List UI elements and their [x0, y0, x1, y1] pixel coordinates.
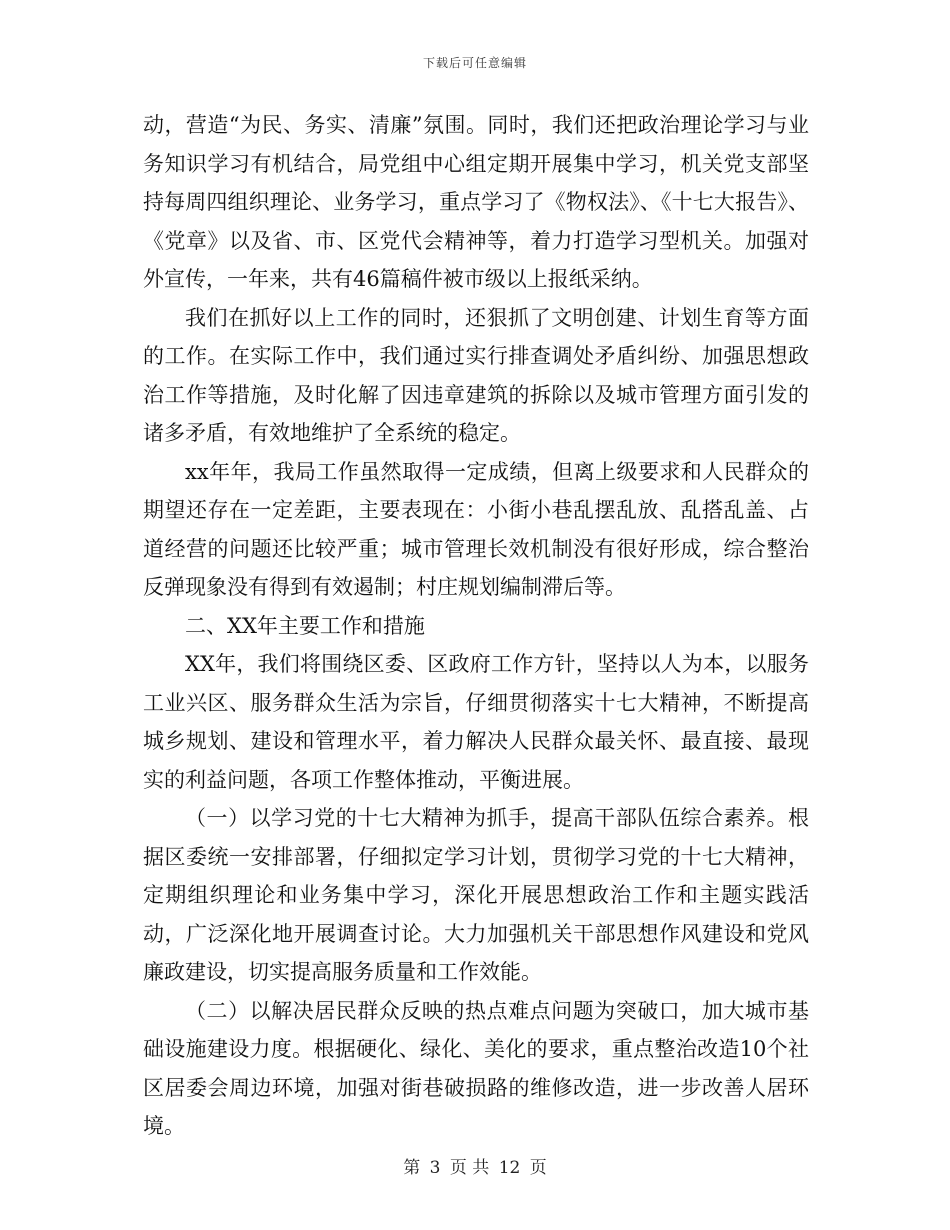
- footer-middle: 页 共: [449, 1158, 490, 1178]
- paragraph-5: （一）以学习党的十七大精神为抓手，提高干部队伍综合素养。根据区委统一安排部署，仔细拟定学习计划，贯彻学习党的十七大精神，定期组织理论和业务集中学习，深化开展思想政治工作和主题实践活动，广泛深化地开展调查讨论。大力加强机关干部思想作风建设和党风廉政建设，切实提高服务质量和工作效能。: [143, 806, 809, 984]
- page-footer: [0, 1153, 950, 1178]
- footer-prefix: 第: [403, 1158, 421, 1178]
- footer-page-number: 3: [429, 1158, 441, 1178]
- paragraph-2: 我们在抓好以上工作的同时，还狠抓了文明创建、计划生育等方面的工作。在实际工作中，我们通过实行排查调处矛盾纠纷、加强思想政治工作等措施，及时化解了因违章建筑的拆除以及城市管理方面引发的诸多矛盾，有效地维护了全系统的稳定。: [143, 305, 809, 445]
- document-body: [143, 106, 809, 1146]
- footer-suffix: 页: [529, 1158, 547, 1178]
- paragraph-6: （二）以解决居民群众反映的热点难点问题为突破口，加大城市基础设施建设力度。根据硬化、绿化、美化的要求，重点整治改造10个社区居委会周边环境，加强对街巷破损路的维修改造，进一步改善人居环境。: [143, 998, 809, 1138]
- footer-total-pages: 12: [498, 1158, 521, 1178]
- page-header: 下载后可任意编辑: [422, 56, 527, 70]
- section-heading: 二、XX年主要工作和措施: [185, 613, 425, 638]
- paragraph-1: 动，营造“为民、务实、清廉”氛围。同时，我们还把政治理论学习与业务知识学习有机结合，局党组中心组定期开展集中学习，机关党支部坚持每周四组织理论、业务学习，重点学习了《物权法》、《十七大报告》、《党章》以及省、市、区党代会精神等，着力打造学习型机关。加强对外宣传，一年来，共有46篇稿件被市级以上报纸采纳。: [143, 113, 809, 291]
- paragraph-4: XX年，我们将围绕区委、区政府工作方针，坚持以人为本，以服务工业兴区、服务群众生活为宗旨，仔细贯彻落实十七大精神，不断提高城乡规划、建设和管理水平，着力解决人民群众最关怀、最直接、最现实的利益问题，各项工作整体推动，平衡进展。: [143, 652, 809, 792]
- paragraph-3: xx年年，我局工作虽然取得一定成绩，但离上级要求和人民群众的期望还存在一定差距，主要表现在：小街小巷乱摆乱放、乱搭乱盖、占道经营的问题还比较严重；城市管理长效机制没有很好形成，综合整治反弹现象没有得到有效遏制；村庄规划编制滞后等。: [143, 459, 809, 599]
